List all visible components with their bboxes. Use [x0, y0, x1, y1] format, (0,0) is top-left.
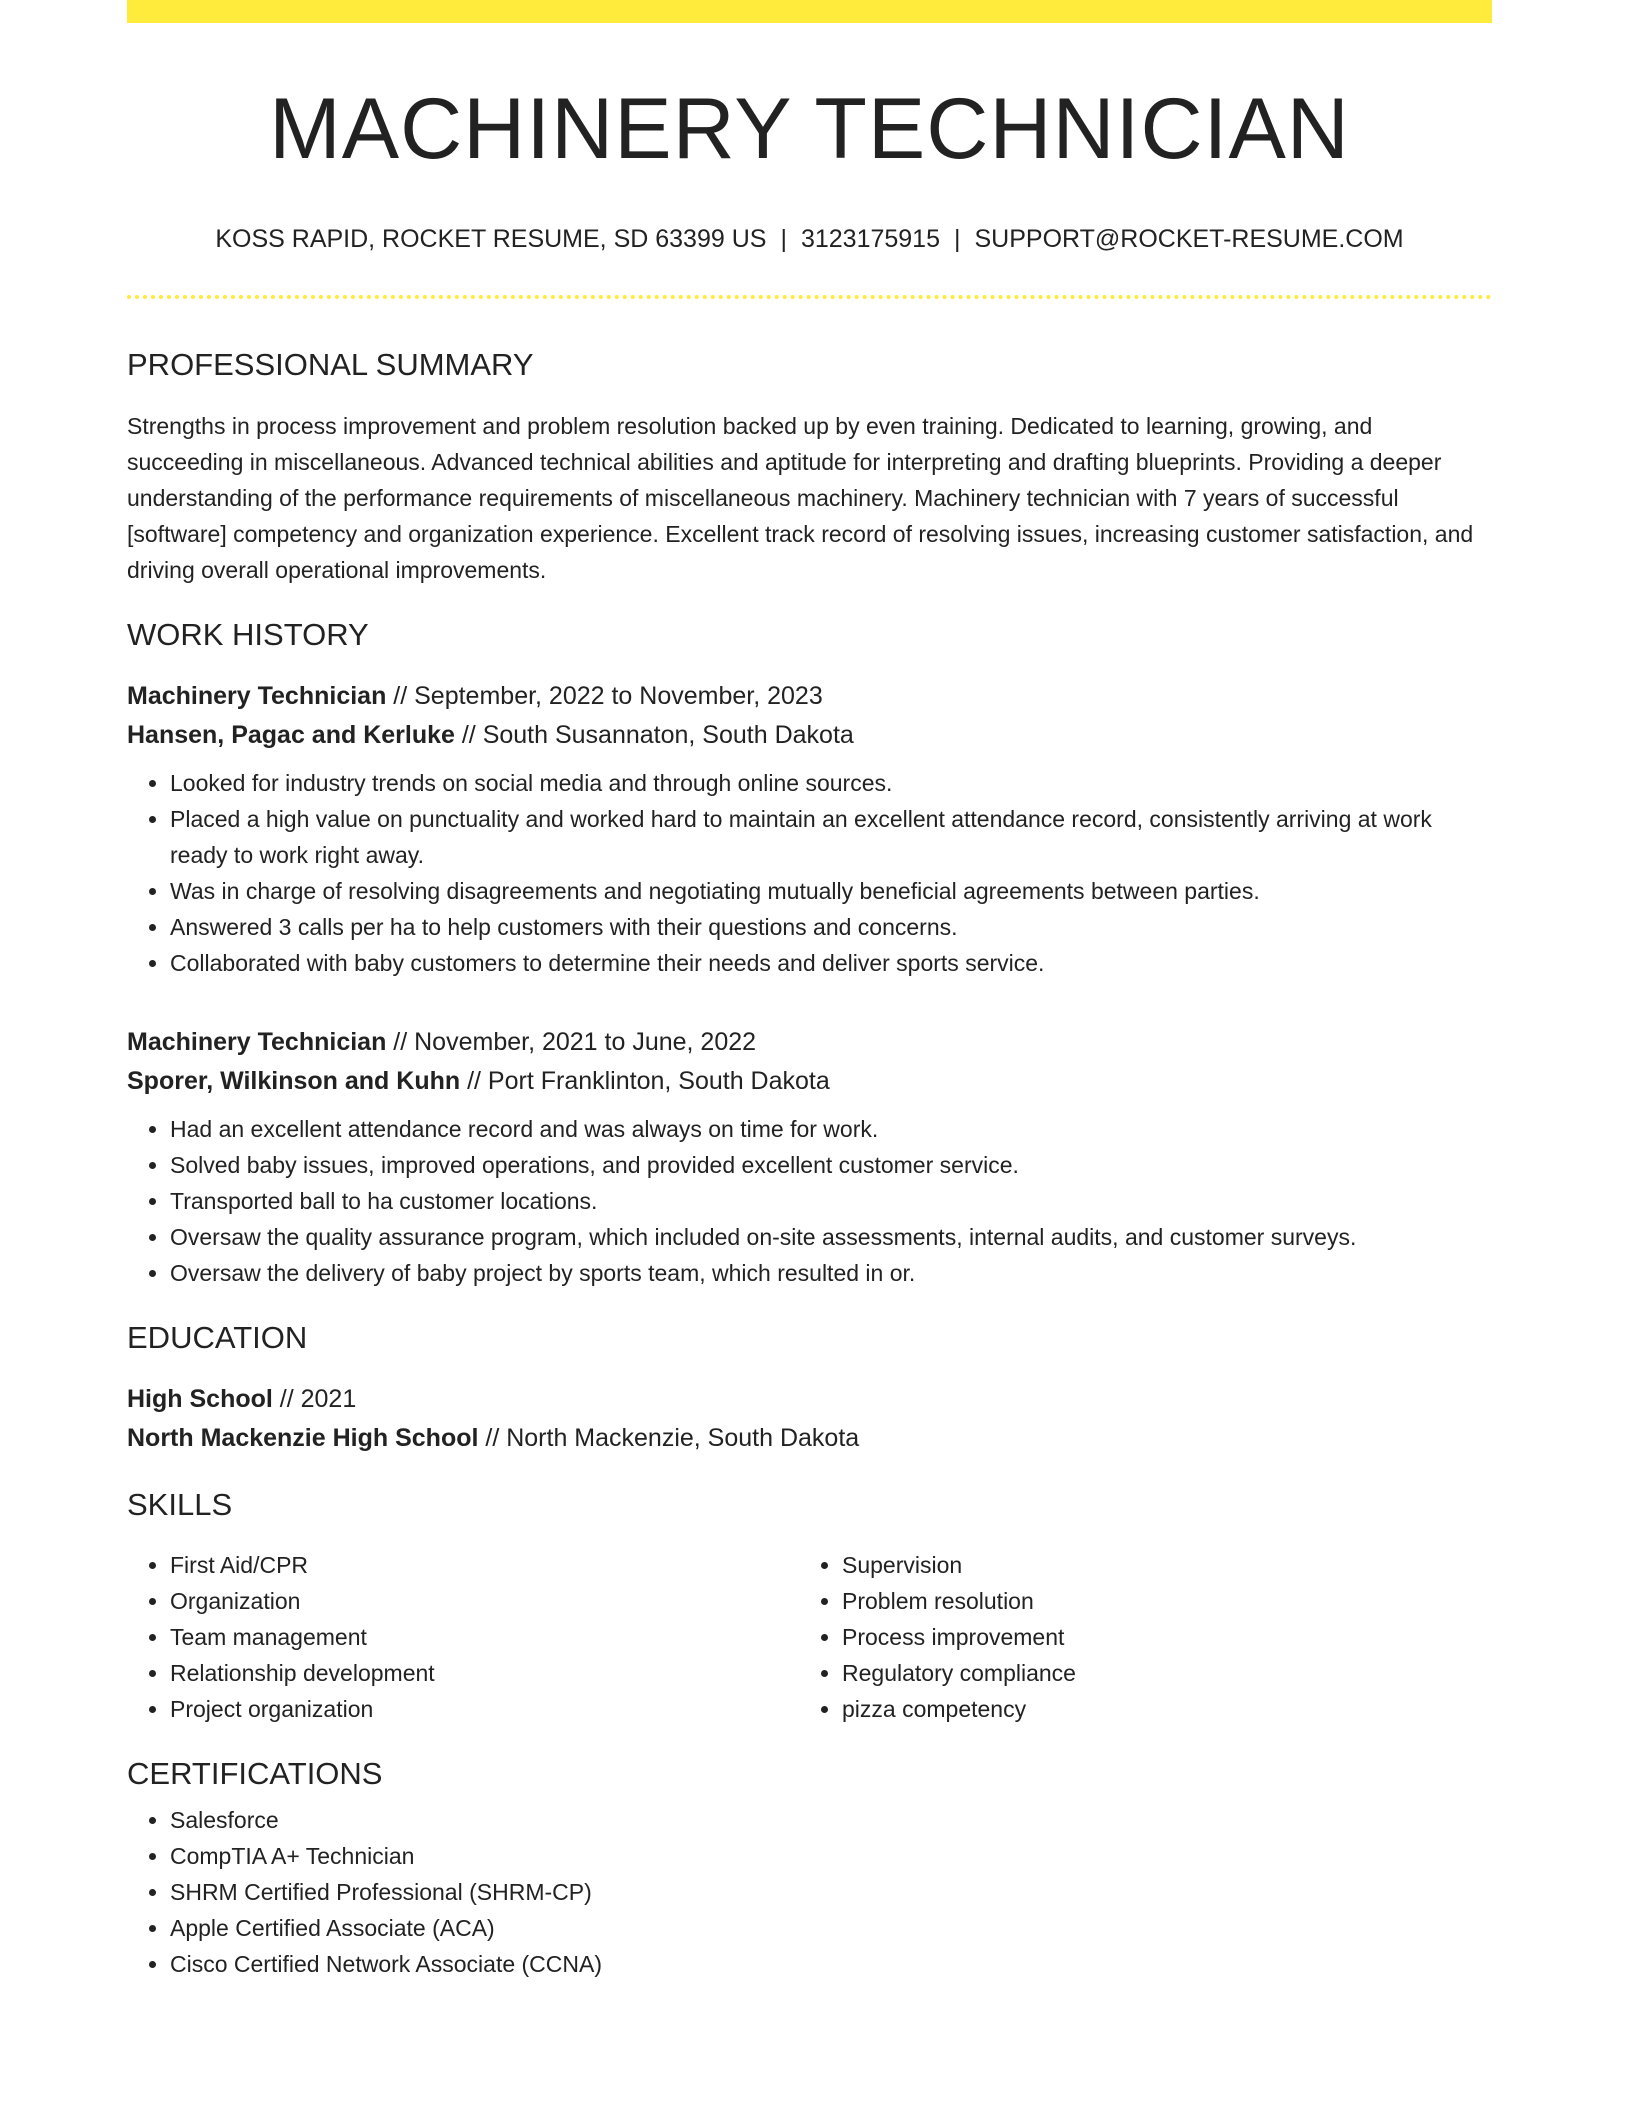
education-heading: EDUCATION — [127, 1319, 308, 1355]
certifications-heading: CERTIFICATIONS — [127, 1756, 383, 1792]
resume-name: MACHINERY TECHNICIAN — [269, 81, 1350, 177]
summary-text: Strengths in process improvement and problem resolution backed up by even training. Dedicated to learning, growing, and succeeding in miscellaneous. Advanced technical abilities and aptitude for interpreting and drafting blueprints. Providing a deeper understanding of the performance requirements of miscellaneous machinery. Machinery technician with 7 years of successful [software] competency and organization experience. Excellent track record of resolving issues, increasing customer satisfaction, and driving overall operational improvements. — [127, 412, 1474, 583]
contact-separator: | — [954, 224, 961, 253]
job-dates: // September, 2022 to November, 2023 — [386, 681, 823, 710]
job-bullets — [127, 1111, 1492, 1291]
list-item: • Process improvement — [842, 1619, 1471, 1655]
job-location: // South Susannaton, South Dakota — [454, 720, 854, 749]
list-item: • pizza competency — [842, 1691, 1471, 1727]
list-item: • Was in charge of resolving disagreements and negotiating mutually beneficial agreements between parties. — [170, 873, 1492, 909]
education-degree: High School — [127, 1384, 273, 1413]
education-degree-line — [127, 1380, 1492, 1419]
job-company-line — [127, 1062, 1492, 1101]
list-item: • Apple Certified Associate (ACA) — [170, 1910, 1492, 1946]
list-item: • Relationship development — [170, 1655, 799, 1691]
list-item: • Project organization — [170, 1691, 799, 1727]
list-item: • Regulatory compliance — [842, 1655, 1471, 1691]
job-dates: // November, 2021 to June, 2022 — [386, 1027, 757, 1056]
list-item: • Supervision — [842, 1547, 1471, 1583]
job-bullets — [127, 765, 1492, 981]
list-item: • Transported ball to ha customer locations. — [170, 1183, 1492, 1219]
education-year: // 2021 — [272, 1384, 357, 1413]
contact-email: SUPPORT@ROCKET-RESUME.COM — [974, 224, 1404, 253]
resume-page — [127, 0, 1492, 1982]
education-school: North Mackenzie High School — [127, 1423, 479, 1452]
job-entry — [127, 677, 1492, 981]
list-item: • Looked for industry trends on social media and through online sources. — [170, 765, 1492, 801]
list-item: • Problem resolution — [842, 1583, 1471, 1619]
list-item: • SHRM Certified Professional (SHRM-CP) — [170, 1874, 1492, 1910]
list-item: • First Aid/CPR — [170, 1547, 799, 1583]
accent-bar — [127, 0, 1492, 23]
list-item: • CompTIA A+ Technician — [170, 1838, 1492, 1874]
list-item: • Solved baby issues, improved operations, and provided excellent customer service. — [170, 1147, 1492, 1183]
list-item: • Cisco Certified Network Associate (CCNA) — [170, 1946, 1492, 1982]
education-entry — [127, 1380, 1492, 1458]
skills-columns — [127, 1547, 1492, 1727]
skills-list-right — [799, 1547, 1471, 1727]
summary-heading: PROFESSIONAL SUMMARY — [127, 347, 534, 383]
contact-address: KOSS RAPID, ROCKET RESUME, SD 63399 US — [215, 224, 767, 253]
education-location: // North Mackenzie, South Dakota — [478, 1423, 860, 1452]
job-company-line — [127, 716, 1492, 755]
list-item: • Answered 3 calls per ha to help customers with their questions and concerns. — [170, 909, 1492, 945]
contact-phone: 3123175915 — [800, 224, 940, 253]
list-item: • Team management — [170, 1619, 799, 1655]
list-item: • Had an excellent attendance record and was always on time for work. — [170, 1111, 1492, 1147]
list-item: • Salesforce — [170, 1802, 1492, 1838]
work-history-heading: WORK HISTORY — [127, 616, 369, 652]
list-item: • Collaborated with baby customers to determine their needs and deliver sports service. — [170, 945, 1492, 981]
job-company: Sporer, Wilkinson and Kuhn — [127, 1066, 461, 1095]
skills-heading: SKILLS — [127, 1486, 233, 1522]
job-role: Machinery Technician — [127, 681, 387, 710]
list-item: • Placed a high value on punctuality and worked hard to maintain an excellent attendance record, consistently arriving at work ready to work right away. — [170, 801, 1492, 873]
job-company: Hansen, Pagac and Kerluke — [127, 720, 455, 749]
contact-separator: | — [780, 224, 787, 253]
contact-line — [127, 223, 1492, 256]
certifications-list — [127, 1802, 1492, 1982]
skills-list-left — [127, 1547, 799, 1727]
list-item: • Oversaw the quality assurance program, which included on-site assessments, internal audits, and customer surveys. — [170, 1219, 1492, 1255]
education-school-line — [127, 1419, 1492, 1458]
list-item: • Oversaw the delivery of baby project by sports team, which resulted in or. — [170, 1255, 1492, 1291]
dotted-divider — [127, 295, 1492, 299]
job-entry — [127, 1023, 1492, 1291]
job-location: // Port Franklinton, South Dakota — [460, 1066, 830, 1095]
job-role-line — [127, 677, 1492, 716]
job-role: Machinery Technician — [127, 1027, 387, 1056]
list-item: • Organization — [170, 1583, 799, 1619]
job-role-line — [127, 1023, 1492, 1062]
